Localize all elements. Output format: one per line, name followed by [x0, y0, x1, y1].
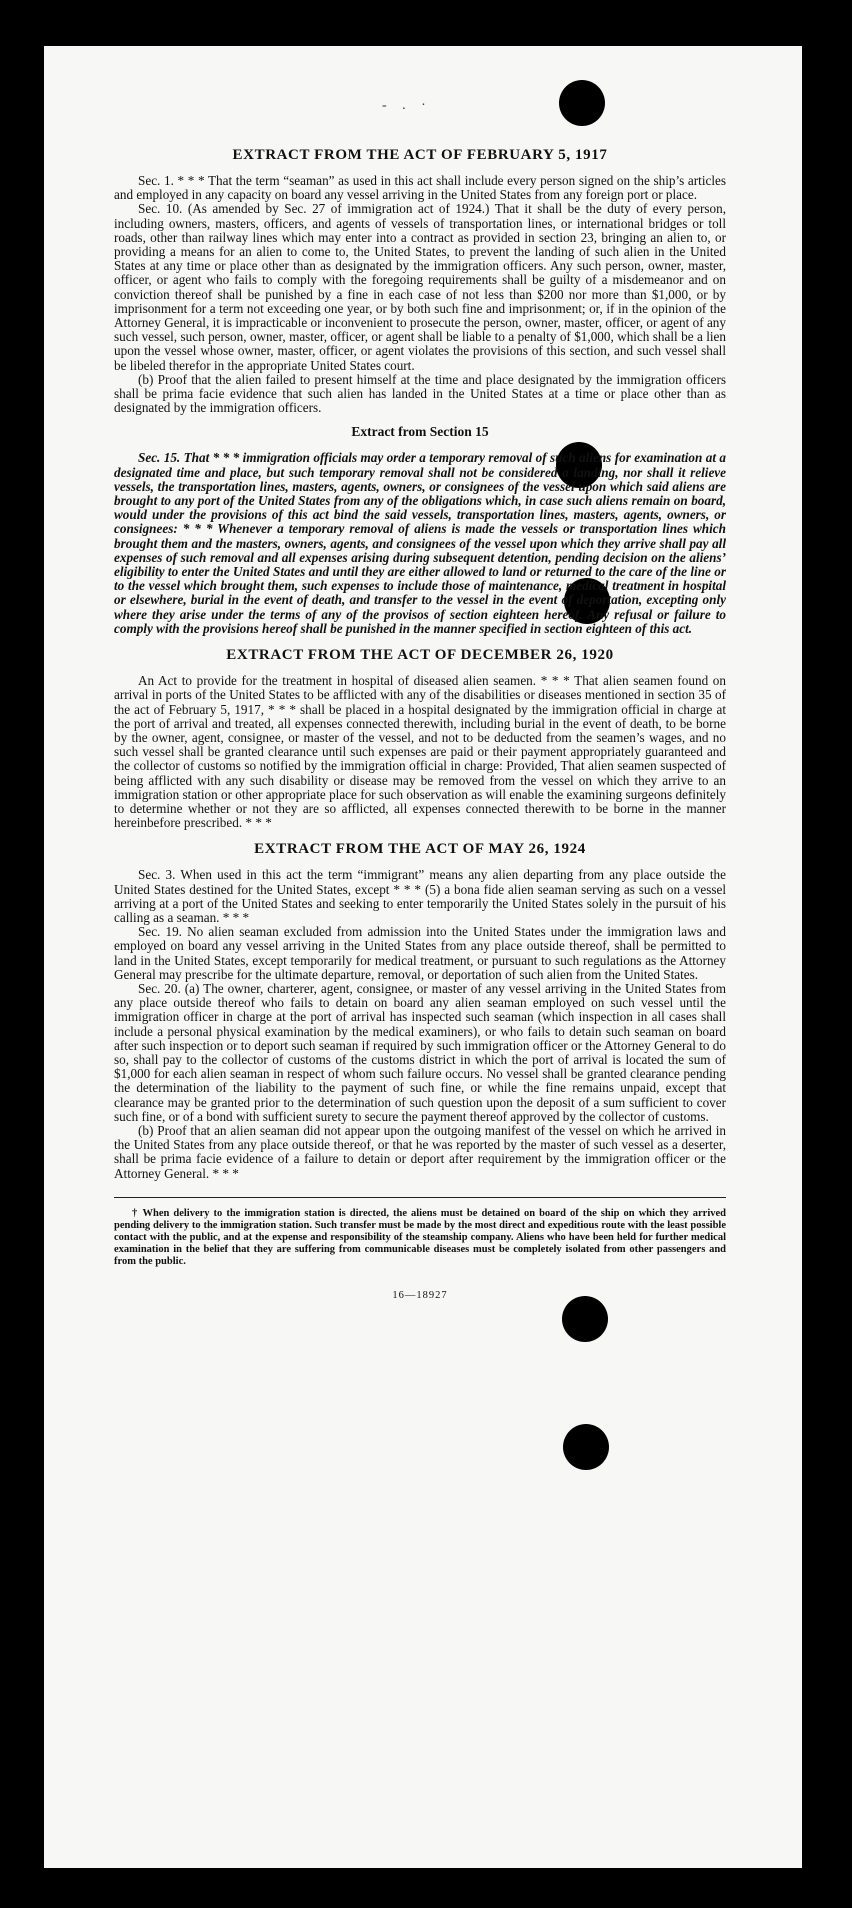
punch-hole-4 [562, 1296, 608, 1342]
paragraph-sec-10-b: (b) Proof that the alien failed to present himself at the time and place designated by the immigration officers shall be prima facie evidence that such alien has landed in the United States at a time or place other than as designated by the immigration officers. [114, 371, 726, 416]
punch-hole-5 [563, 1424, 609, 1470]
paragraph-sec-19: Sec. 19. No alien seaman excluded from admission into the United States under the immigration laws and employed on board any vessel arriving in the United States from any place outside thereof, shall be permitted to land in the United States, except temporarily for medical treatment, or pursuant to such regulations as the Attorney General may prescribe for the ultimate departure, removal, or deportation of such alien from the United States. [114, 924, 726, 982]
paragraph-sec-3: Sec. 3. When used in this act the term “immigrant” means any alien departing from any place outside the United States destined for the United States, except * * * (5) a bona fide alien seaman serving as such on a vessel arriving at a port of the United States and seeking to enter temporarily the United States solely in the pursuit of his calling as a seaman. * * * [114, 867, 726, 925]
heading-act-1924: EXTRACT FROM THE ACT OF MAY 26, 1924 [254, 841, 586, 858]
heading-act-1920: EXTRACT FROM THE ACT OF DECEMBER 26, 1920 [226, 647, 614, 664]
paragraph-sec-15: Sec. 15. That * * * immigration officials may order a temporary removal of such aliens for examination at a designated time and place, but such temporary removal shall not be considered a landing, nor shall it relieve vessels, the transportation lines, masters, agents, owners, or consignees of the vessel upon which said aliens are brought to any port of the United States from any of the obligations which, in case such aliens remain on board, would under the provisions of this act bind the said vessels, transportation lines, masters, agents, owners, or consignees: * * * Whenever a temporary removal of aliens is made the vessels or transportation lines which brought them and the masters, owners, agents, and consignees of the vessel upon which they arrive shall pay all expenses of such removal and all expenses arising during subsequent detention, pending decision on the aliens’ eligibility to enter the United States and until they are either allowed to land or returned to the care of the line or to the vessel which brought them, such expenses to include those of maintenance, medical treatment in hospital or elsewhere, burial in the event of death, and transfer to the vessel in the event of deportation, excepting only where they arise under the terms of any of the provisos of section eighteen hereof. Any refusal or failure to comply with the provisions hereof shall be punished in the manner specified in section eighteen of this act. [114, 450, 726, 636]
punch-hole-1 [559, 80, 605, 126]
document-body [114, 146, 726, 1301]
printer-code: 16—18927 [392, 1289, 448, 1301]
paragraph-sec-1: Sec. 1. * * * That the term “seaman” as used in this act shall include every person signed on the ship’s articles and employed in any capacity on board any vessel arriving in the United States from any foreign port or place. [114, 173, 726, 203]
paragraph-sec-20-b: (b) Proof that an alien seaman did not appear upon the outgoing manifest of the vessel on which he arrived in the United States from any place outside thereof, or that he was reported by the master of such vessel as a deserter, shall be prima facie evidence of a failure to detain or deport after requirement by the immigration officer or the Attorney General. * * * [114, 1122, 726, 1181]
paragraph-act-1920: An Act to provide for the treatment in hospital of diseased alien seamen. * * * That alien seamen found on arrival in ports of the United States to be afflicted with any of the disabilities or diseases mentioned in section 35 of the act of February 5, 1917, * * * shall be placed in a hospital designated by the immigration official in charge at the port of arrival and treated, all expenses connected therewith, including burial in the event of death, to be borne by the owner, agent, consignee, or master of the vessel, and not to be deducted from the seamen’s wages, and no such vessel shall be granted clearance until such expenses are paid or their payment appropriately guaranteed and the collector of customs so notified by the immigration official in charge: Provided, That alien seamen suspected of being afflicted with any such disability or disease may be removed from the vessel on which they arrive to an immigration station or other appropriate place for such observation as will enable the examining surgeons definitely to determine whether or not they are so afflicted, all expenses connected therewith to be borne in the manner hereinbefore prescribed. * * * [114, 673, 726, 831]
paragraph-sec-20-a: Sec. 20. (a) The owner, charterer, agent, consignee, or master of any vessel arriving in the United States from any place outside thereof who fails to detain on board any alien seaman employed on such vessel until the immigration officer in charge at the port of arrival has inspected such seaman (which inspection in all cases shall include a personal physical examination by the medical examiners), or who fails to detain such seaman on board after such inspection or to deport such seaman if required by such immigration officer or the Attorney General to do so, shall pay to the collector of customs of the customs district in which the port of arrival is located the sum of $1,000 for each alien seaman in respect of whom such failure occurs. No vessel shall be granted clearance pending the determination of the liability to the payment of such fine, or while the fine remains unpaid, except that clearance may be granted prior to the determination of such question upon the deposit of a sum sufficient to cover such fine, or of a bond with sufficient surety to secure the payment thereof approved by the collector of customs. [114, 980, 726, 1124]
document-page [44, 46, 802, 1868]
footnote: † When delivery to the immigration station is directed, the aliens must be detained on board of the ship on which they arrived pending delivery to the immigration station. Such transfer must be made by the most direct and expeditious route with the least possible contact with the public, and at the expense and responsibility of the steamship company. Aliens who have been held for further medical examination in the belief that they are suffering from communicable diseases must be completely isolated from other passengers and from the public. [114, 1197, 726, 1268]
heading-act-1917: EXTRACT FROM THE ACT OF FEBRUARY 5, 1917 [232, 147, 608, 163]
top-marks: - . · [382, 98, 432, 113]
heading-section-15: Extract from Section 15 [351, 424, 489, 440]
paragraph-sec-10: Sec. 10. (As amended by Sec. 27 of immigration act of 1924.) That it shall be the duty of every person, including owners, masters, officers, and agents of vessels of transportation lines, or international bridges or toll roads, other than railway lines which may enter into a contract as provided in section 23, bringing an alien to, or providing a means for an alien to come to, the United States, to prevent the landing of such alien in the United States at any time or place other than as designated by the immigration officers. Any such person, owner, master, officer, or agent who fails to comply with the foregoing requirements shall be guilty of a misdemeanor and on conviction thereof shall be punished by a fine in each case of not less than $200 nor more than $1,000, or by imprisonment for a term not exceeding one year, or by both such fine and imprisonment; or, if in the opinion of the Attorney General, it is impracticable or inconvenient to prosecute the person, owner, master, officer, or agent of any such vessel, such person, owner, master, officer, or agent shall be liable to a penalty of $1,000, which shall be a lien upon the vessel whose owner, master, officer, or agent violates the provisions of this section, and such vessel shall be libeled therefor in the appropriate United States court. [114, 201, 726, 373]
